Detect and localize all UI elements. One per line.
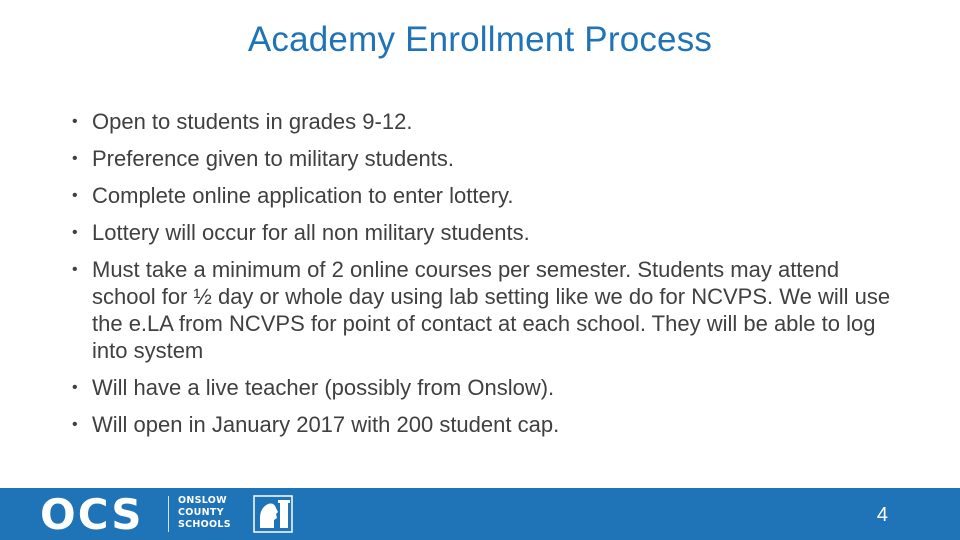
- district-name-line: ONSLOW: [178, 495, 227, 506]
- bullet-icon: •: [72, 113, 78, 130]
- bullet-text: Open to students in grades 9-12.: [92, 109, 413, 134]
- bullet-icon: •: [72, 416, 78, 433]
- bullet-text: Preference given to military students.: [92, 146, 454, 171]
- ocs-logo: [0, 488, 166, 540]
- bullet-icon: •: [72, 187, 78, 204]
- bullet-icon: •: [72, 379, 78, 396]
- bullet-item: [72, 256, 892, 364]
- bullet-text: Must take a minimum of 2 online courses per semester. Students may attend school for ½ day or whole day using lab setting like we do for NCVPS. We will use the e.LA from NCVPS for point of contact at each school. They will be able to log into system: [92, 257, 891, 363]
- bullet-text: Will open in January 2017 with 200 student cap.: [92, 412, 560, 437]
- bullet-icon: •: [72, 261, 78, 278]
- bullet-item: [72, 374, 892, 401]
- district-name: [178, 495, 248, 531]
- bullet-text: Lottery will occur for all non military students.: [92, 220, 530, 245]
- bullet-item: [72, 145, 892, 172]
- bullet-text: Will have a live teacher (possibly from Onslow).: [92, 375, 555, 400]
- district-name-line: COUNTY: [178, 507, 224, 518]
- footer-bar: [0, 488, 960, 540]
- district-name-line: SCHOOLS: [178, 519, 231, 530]
- bullet-item: [72, 108, 892, 135]
- bullet-text: Complete online application to enter lottery.: [92, 183, 514, 208]
- ocs-logo-text: OCS: [40, 490, 144, 539]
- profile-emblem-icon: [252, 494, 294, 534]
- bullet-item: [72, 411, 892, 438]
- slide-title: Academy Enrollment Process: [247, 20, 713, 59]
- bullet-icon: •: [72, 224, 78, 241]
- logo-divider: [168, 496, 169, 532]
- bullet-item: [72, 219, 892, 246]
- bullet-list: [72, 108, 892, 448]
- bullet-item: [72, 182, 892, 209]
- bullet-icon: •: [72, 150, 78, 167]
- page-number: 4: [876, 504, 888, 526]
